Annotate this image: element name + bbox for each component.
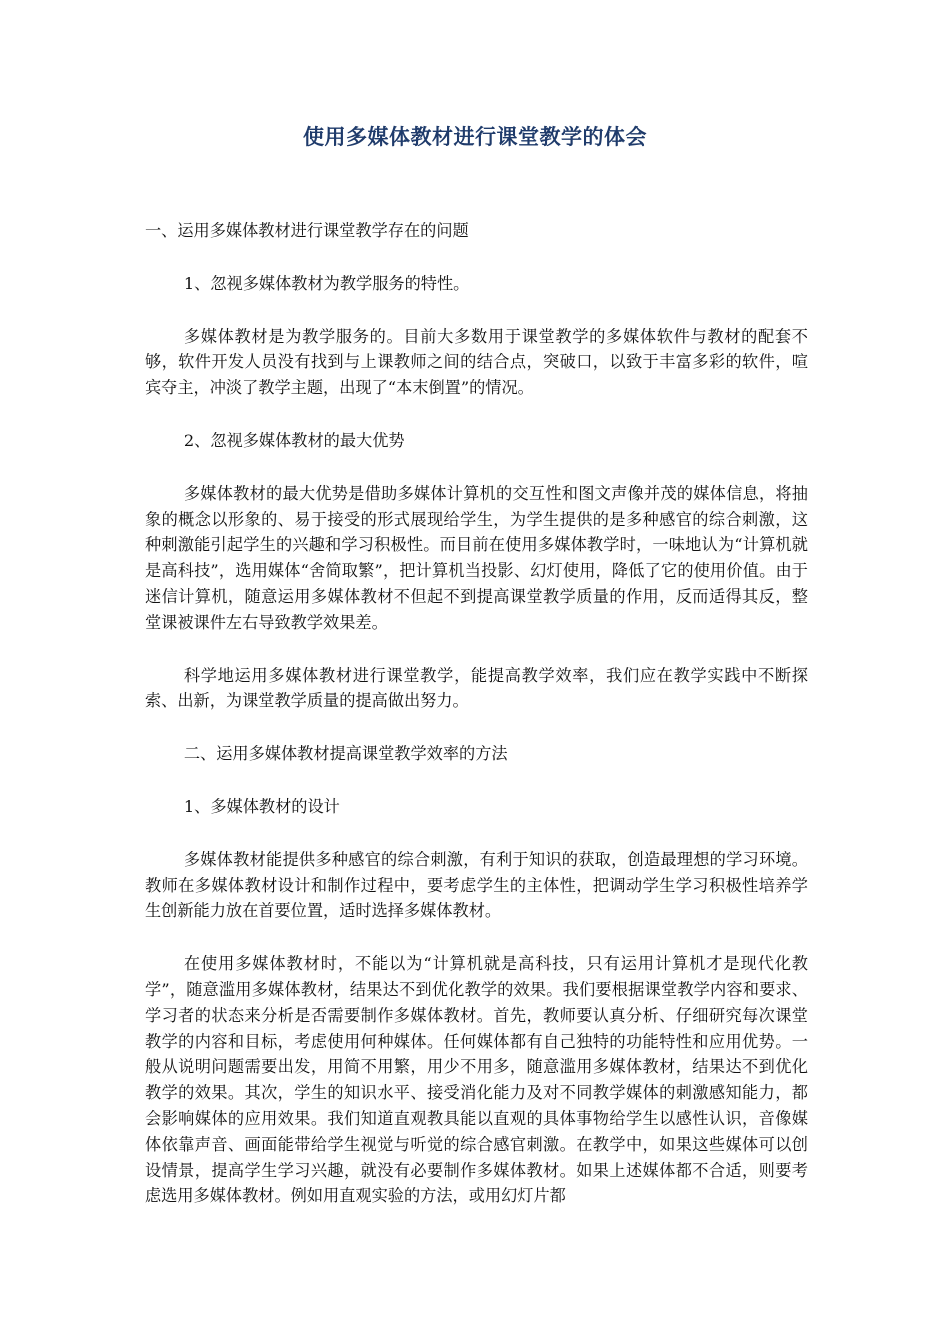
section-heading: 二、运用多媒体教材提高课堂教学效率的方法 (183, 744, 508, 764)
document-body (145, 218, 808, 1236)
body-paragraph: 多媒体教材是为教学服务的。目前大多数用于课堂教学的多媒体软件与教材的配套不够，软件开发人员没有找到与上课教师之间的结合点，突破口，以致于丰富多彩的软件，喧宾夺主，冲淡了教学主题，出现了“本末倒置”的情况。 (145, 326, 808, 398)
document-title: 使用多媒体教材进行课堂教学的体会 (303, 124, 647, 149)
subsection-heading: 1、多媒体教材的设计 (183, 796, 340, 816)
body-paragraph: 科学地运用多媒体教材进行课堂教学，能提高教学效率，我们应在教学实践中不断探索、出新，为课堂教学质量的提高做出努力。 (145, 665, 808, 711)
subsection-heading: 1、忽视多媒体教材为教学服务的特性。 (183, 273, 470, 293)
subsection-heading: 2、忽视多媒体教材的最大优势 (183, 430, 405, 450)
body-paragraph: 多媒体教材能提供多种感官的综合刺激，有利于知识的获取，创造最理想的学习环境。教师在多媒体教材设计和制作过程中，要考虑学生的主体性，把调动学生学习积极性培养学生创新能力放在首要位置，适时选择多媒体教材。 (145, 849, 808, 921)
body-paragraph: 在使用多媒体教材时，不能以为“计算机就是高科技，只有运用计算机才是现代化教学”，随意滥用多媒体教材，结果达不到优化教学的效果。我们要根据课堂教学内容和要求、学习者的状态来分析是否需要制作多媒体教材。首先，教师要认真分析、仔细研究每次课堂教学的内容和目标，考虑使用何种媒体。任何媒体都有自己独特的功能特性和应用优势。一般从说明问题需要出发，用简不用繁，用少不用多，随意滥用多媒体教材，结果达不到优化教学的效果。其次，学生的知识水平、接受消化能力及对不同教学媒体的刺激感知能力，都会影响媒体的应用效果。我们知道直观教具能以直观的具体事物给学生以感性认识，音像媒体依靠声音、画面能带给学生视觉与听觉的综合感官刺激。在教学中，如果这些媒体可以创设情景，提高学生学习兴趣，就没有必要制作多媒体教材。如果上述媒体都不合适，则要考虑选用多媒体教材。例如用直观实验的方法，或用幻灯片都 (145, 954, 808, 1206)
section-heading: 一、运用多媒体教材进行课堂教学存在的问题 (145, 221, 469, 240)
body-paragraph: 多媒体教材的最大优势是借助多媒体计算机的交互性和图文声像并茂的媒体信息，将抽象的概念以形象的、易于接受的形式展现给学生，为学生提供的是多种感官的综合刺激，这种刺激能引起学生的兴趣和学习积极性。而目前在使用多媒体教学时，一味地认为“计算机就是高科技”，选用媒体“舍简取繁”，把计算机当投影、幻灯使用，降低了它的使用价值。由于迷信计算机，随意运用多媒体教材不但起不到提高课堂教学质量的作用，反而适得其反，整堂课被课件左右导致教学效果差。 (145, 483, 808, 632)
